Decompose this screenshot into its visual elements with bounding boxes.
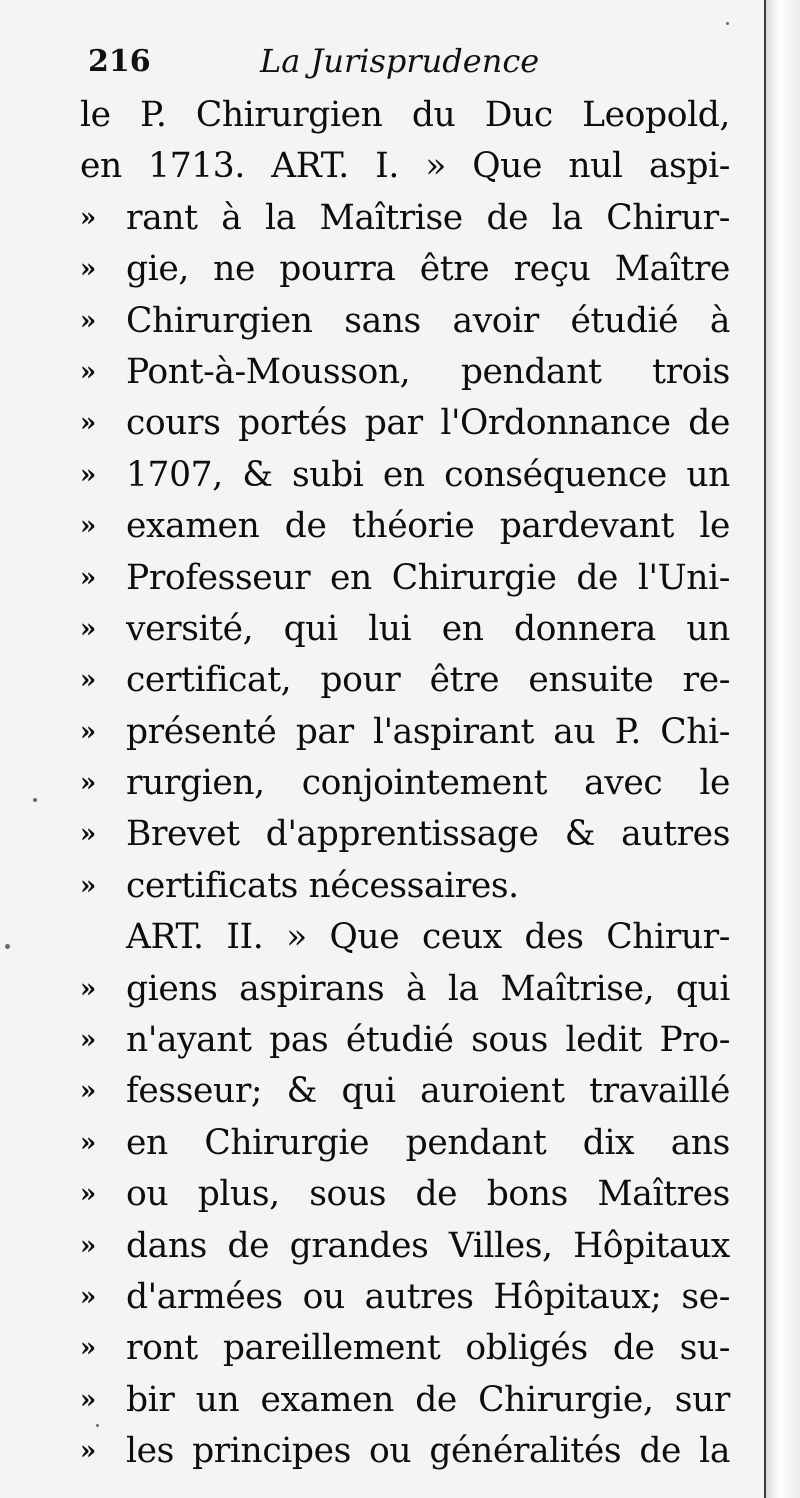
text-line <box>80 1169 730 1220</box>
line-text: présenté par l'aspirant au P. Chi- <box>126 711 730 752</box>
line-text: en 1713. ART. I. » Que nul aspi- <box>80 146 730 187</box>
text-line <box>80 861 730 912</box>
quote-mark: » <box>80 1384 96 1415</box>
page-number: 216 <box>88 44 151 79</box>
text-block <box>80 90 730 1478</box>
line-text: fesseur; & qui auroient travaillé <box>126 1071 730 1112</box>
text-line <box>80 450 730 501</box>
line-text: bir un examen de Chirurgie, sur <box>126 1379 730 1420</box>
quote-mark: » <box>80 768 96 799</box>
line-text: gie, ne pourra être reçu Maître <box>126 249 730 290</box>
quote-mark: » <box>80 819 96 850</box>
quote-mark: » <box>80 356 96 387</box>
line-text: versité, qui lui en donnera un <box>126 608 730 649</box>
paper-speck <box>33 798 37 802</box>
text-line <box>80 90 730 141</box>
text-line <box>80 655 730 706</box>
text-line <box>80 758 730 809</box>
quote-mark: » <box>80 1127 96 1158</box>
line-text: giens aspirans à la Maîtrise, qui <box>126 968 730 1009</box>
line-text: Chirurgien sans avoir étudié à <box>126 300 730 341</box>
quote-mark: » <box>80 1230 96 1261</box>
quote-mark: » <box>80 202 96 233</box>
text-line <box>80 964 730 1015</box>
quote-mark: » <box>80 1025 96 1056</box>
text-line <box>80 244 730 295</box>
quote-mark: » <box>80 408 96 439</box>
line-text: Pont-à-Mousson, pendant trois <box>126 351 730 392</box>
line-text: en Chirurgie pendant dix ans <box>126 1122 730 1163</box>
text-line <box>80 1221 730 1272</box>
line-text: ART. II. » Que ceux des Chirur- <box>126 917 730 958</box>
text-line <box>80 809 730 860</box>
quote-mark: » <box>80 1076 96 1107</box>
page-edge <box>764 0 800 1498</box>
quote-mark: » <box>80 613 96 644</box>
line-text: dans de grandes Villes, Hôpitaux <box>126 1225 730 1266</box>
text-line <box>80 1272 730 1323</box>
text-line <box>80 501 730 552</box>
line-text: les principes ou généralités de la <box>126 1431 730 1472</box>
text-line <box>80 1323 730 1374</box>
line-text: rurgien, conjointement avec le <box>126 763 730 804</box>
line-text: 1707, & subi en conséquence un <box>126 454 730 495</box>
line-text: rant à la Maîtrise de la Chirur- <box>126 197 730 238</box>
line-text: ou plus, sous de bons Maîtres <box>126 1174 730 1215</box>
quote-mark: » <box>80 665 96 696</box>
text-line <box>80 1426 730 1477</box>
quote-mark: » <box>80 562 96 593</box>
paper-speck <box>5 944 10 949</box>
text-line <box>80 1015 730 1066</box>
line-text: ront pareillement obligés de su- <box>126 1328 730 1369</box>
line-text: Professeur en Chirurgie de l'Uni- <box>126 557 730 598</box>
text-line <box>80 1066 730 1117</box>
line-text: n'ayant pas étudié sous ledit Pro- <box>126 1020 730 1061</box>
paper-speck <box>726 22 729 25</box>
line-text: d'armées ou autres Hôpitaux; se- <box>126 1276 730 1317</box>
line-text: Brevet d'apprentissage & autres <box>126 814 730 855</box>
running-title: La Jurisprudence <box>260 42 540 80</box>
quote-mark: » <box>80 254 96 285</box>
quote-mark: » <box>80 1179 96 1210</box>
line-text: certificat, pour être ensuite re- <box>126 660 730 701</box>
text-line <box>80 296 730 347</box>
quote-mark: » <box>80 511 96 542</box>
line-text: examen de théorie pardevant le <box>126 506 730 547</box>
quote-mark: » <box>80 1333 96 1364</box>
line-text: le P. Chirurgien du Duc Leopold, <box>80 95 730 135</box>
text-line <box>80 604 730 655</box>
quote-mark: » <box>80 305 96 336</box>
quote-mark: » <box>80 870 96 901</box>
text-line <box>80 347 730 398</box>
line-text: certificats nécessaires. <box>126 865 519 906</box>
text-line <box>80 193 730 244</box>
quote-mark: » <box>80 1281 96 1312</box>
paper-speck <box>96 1424 99 1427</box>
quote-mark: » <box>80 459 96 490</box>
text-line <box>80 1375 730 1426</box>
text-line <box>80 707 730 758</box>
text-line <box>80 398 730 449</box>
page-header <box>80 40 740 92</box>
quote-mark: » <box>80 973 96 1004</box>
text-line <box>80 1118 730 1169</box>
quote-mark: » <box>80 716 96 747</box>
text-line <box>80 912 730 963</box>
text-line <box>80 141 730 192</box>
text-line <box>80 553 730 604</box>
line-text: cours portés par l'Ordonnance de <box>126 403 730 444</box>
quote-mark: » <box>80 1436 96 1467</box>
